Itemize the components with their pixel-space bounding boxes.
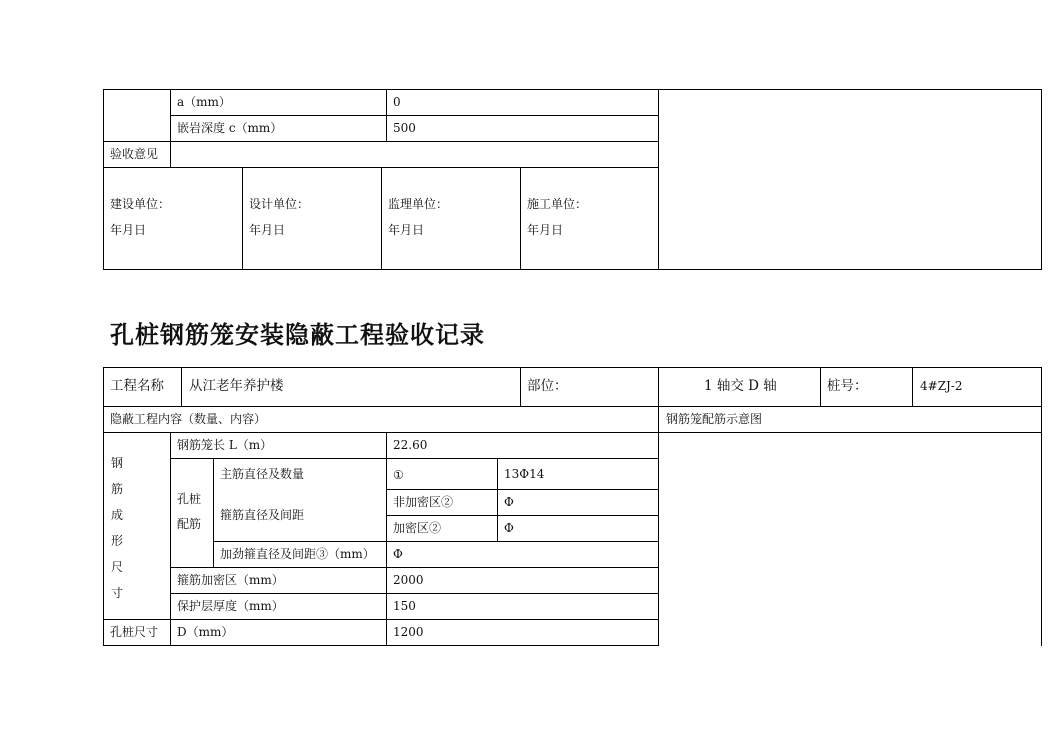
construction-unit-date: 年月日 [110,223,147,237]
main-bar-label: 主筋直径及数量 [220,467,305,481]
pile-number-value: 4#ZJ-2 [920,379,963,393]
design-unit-label: 设计单位： [249,197,310,211]
rock-depth-label: 嵌岩深度 c（mm） [177,121,283,135]
stirrup-dense-zone-value: 2000 [393,573,424,587]
contractor-unit-label: 施工单位： [527,197,588,211]
cage-length-value: 22.60 [393,438,428,452]
rock-depth-value: 500 [393,121,416,135]
contractor-unit-date: 年月日 [527,223,564,237]
pile-size-label: 孔桩尺寸 [110,625,159,639]
cage-length-label: 钢筋笼长 L（m） [177,438,273,452]
pile-number-label: 桩号： [827,378,868,394]
project-name-value: 从江老年养护楼 [189,378,284,394]
main-bar-value: 13Φ14 [504,467,545,481]
construction-unit-label: 建设单位： [110,197,171,211]
location-label: 部位： [527,378,568,394]
diameter-value: 1200 [393,625,424,639]
acceptance-opinion-label: 验收意见 [110,147,159,161]
stiffener-value: Φ [393,547,403,561]
supervision-unit-date: 年月日 [388,223,425,237]
pile-rebar-label-2: 配筋 [177,517,202,531]
stirrup-label: 箍筋直径及间距 [220,508,305,522]
non-dense-zone-value: Φ [504,495,514,509]
main-bar-mark: ① [393,468,404,482]
dense-zone-value: Φ [504,521,514,535]
non-dense-zone-label: 非加密区② [393,495,454,509]
dense-zone-label: 加密区② [393,521,442,535]
cover-thickness-label: 保护层厚度（mm） [177,599,284,613]
project-name-label: 工程名称 [110,378,164,394]
hidden-work-content-label: 隐蔽工程内容（数量、内容） [110,412,267,426]
design-unit-date: 年月日 [249,223,286,237]
supervision-unit-label: 监理单位： [388,197,449,211]
cover-thickness-value: 150 [393,599,416,613]
location-value: 1 轴交 D 轴 [704,378,777,394]
pile-rebar-label-1: 孔桩 [177,492,202,506]
page-title: 孔桩钢筋笼安装隐蔽工程验收记录 [110,321,485,349]
stirrup-dense-zone-label: 箍筋加密区（mm） [177,573,284,587]
diameter-label: D（mm） [177,625,234,639]
rebar-dimensions-group-label: 钢 筋 成 形 尺 寸 [110,456,123,600]
rebar-diagram-label: 钢筋笼配筋示意图 [666,412,763,426]
a-value: 0 [393,95,401,109]
stiffener-label: 加劲箍直径及间距③（mm） [220,547,375,561]
a-label: a（mm） [177,95,231,109]
